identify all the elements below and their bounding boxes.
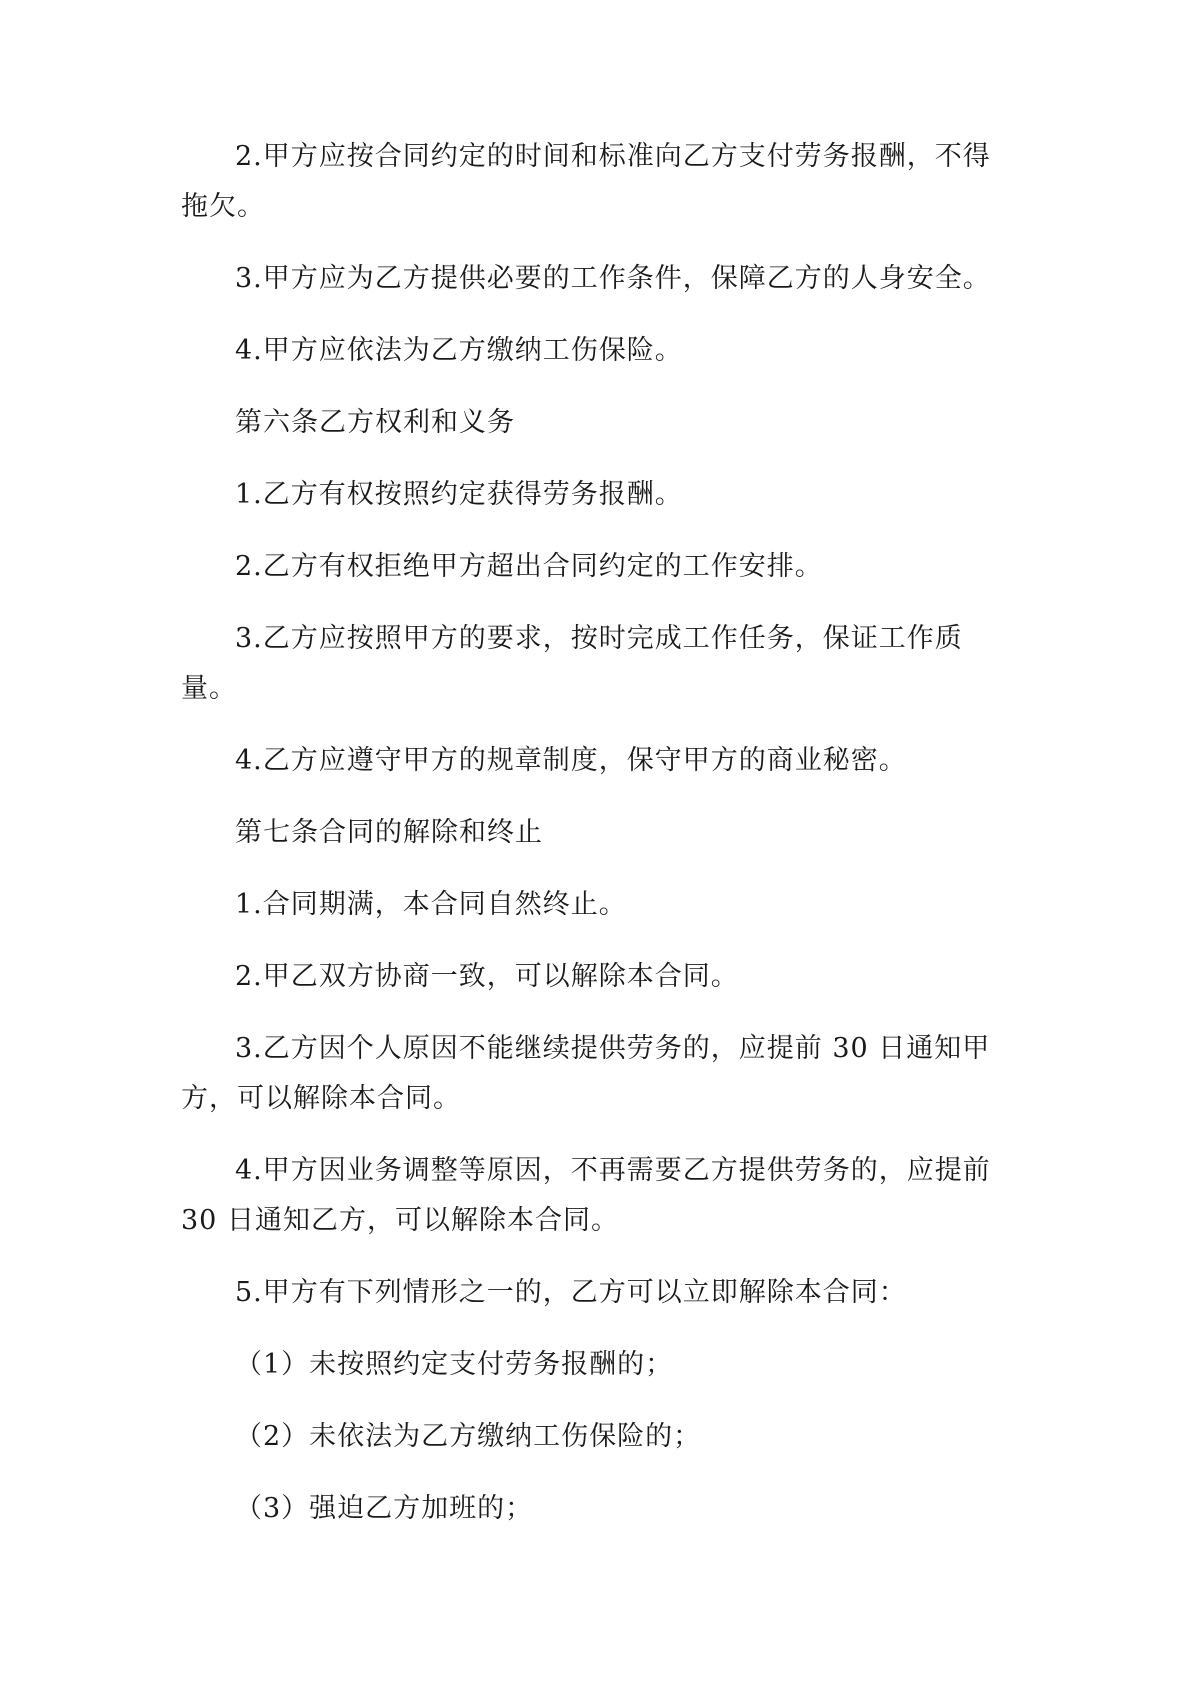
paragraph-clause-b3: 3.乙方应按照甲方的要求，按时完成工作任务，保证工作质量。 [181,623,963,704]
paragraph-subitem-1: （1）未按照约定支付劳务报酬的； [235,1349,674,1380]
paragraph-clause-c1: 1.合同期满，本合同自然终止。 [235,889,627,920]
paragraph-clause-c4: 4.甲方因业务调整等原因，不再需要乙方提供劳务的，应提前 30 日通知乙方，可以解除本合同。 [181,1155,991,1236]
paragraph-clause-c5: 5.甲方有下列情形之一的，乙方可以立即解除本合同： [235,1277,907,1308]
paragraph-clause-a2: 2.甲方应按合同约定的时间和标准向乙方支付劳务报酬，不得拖欠。 [181,141,991,222]
section-heading-article-6: 第六条乙方权利和义务 [235,407,515,438]
paragraph-clause-b4: 4.乙方应遵守甲方的规章制度，保守甲方的商业秘密。 [235,745,907,776]
paragraph-clause-c3: 3.乙方因个人原因不能继续提供劳务的，应提前 30 日通知甲方，可以解除本合同。 [181,1033,991,1114]
paragraph-clause-b2: 2.乙方有权拒绝甲方超出合同约定的工作安排。 [235,551,823,582]
paragraph-subitem-2: （2）未依法为乙方缴纳工伤保险的； [235,1421,702,1452]
section-heading-article-7: 第七条合同的解除和终止 [235,817,543,848]
paragraph-subitem-3: （3）强迫乙方加班的； [235,1493,534,1524]
document-body [181,132,1001,1556]
paragraph-clause-b1: 1.乙方有权按照约定获得劳务报酬。 [235,479,683,510]
paragraph-clause-c2: 2.甲乙双方协商一致，可以解除本合同。 [235,961,739,992]
paragraph-clause-a3: 3.甲方应为乙方提供必要的工作条件，保障乙方的人身安全。 [235,263,991,294]
paragraph-clause-a4: 4.甲方应依法为乙方缴纳工伤保险。 [235,335,683,366]
